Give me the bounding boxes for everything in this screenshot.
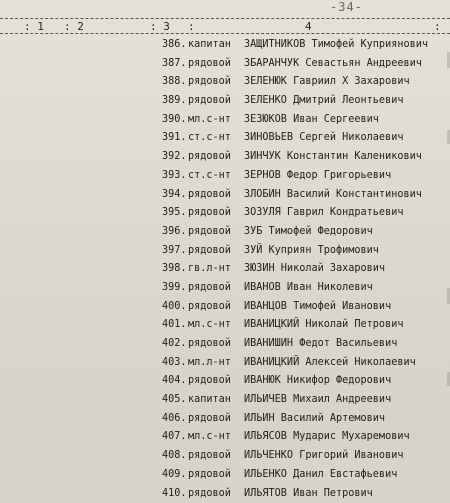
roster-row (0, 204, 450, 223)
row-rank: рядовой (188, 204, 231, 223)
roster-row (0, 372, 450, 391)
row-number: 391. (162, 129, 187, 148)
roster-row (0, 36, 450, 55)
row-name: ИВАНИЦКИЙ Алексей Николаевич (244, 354, 416, 373)
row-name: ИЛЬИЧЕВ Михаил Андреевич (244, 391, 391, 410)
row-rank: рядовой (188, 279, 231, 298)
header-col-3-separator: : (188, 20, 195, 33)
roster-list (0, 36, 450, 503)
row-name: ЗЮЗИН Николай Захарович (244, 260, 385, 279)
row-name: ЗЛОБИН Василий Константинович (244, 186, 422, 205)
row-name: ЗЕЗЮКОВ Иван Сергеевич (244, 111, 379, 130)
row-rank: ст.с-нт (188, 167, 231, 186)
row-number: 389. (162, 92, 187, 111)
row-number: 398. (162, 260, 187, 279)
row-number: 399. (162, 279, 187, 298)
header-col-2: : 2 (64, 20, 84, 33)
header-col-3: : 3 (150, 20, 170, 33)
row-rank: ст.с-нт (188, 129, 231, 148)
row-number: 394. (162, 186, 187, 205)
roster-row (0, 298, 450, 317)
row-rank: рядовой (188, 335, 231, 354)
row-rank: рядовой (188, 372, 231, 391)
row-name: ЗОЗУЛЯ Гаврил Кондратьевич (244, 204, 403, 223)
row-name: ИВАНОВ Иван Николевич (244, 279, 373, 298)
row-number: 395. (162, 204, 187, 223)
row-rank: рядовой (188, 466, 231, 485)
row-name: ИВАНЦОВ Тимофей Иванович (244, 298, 391, 317)
row-name: ИВАНЮК Никифор Федорович (244, 372, 391, 391)
roster-row (0, 73, 450, 92)
header-col-4-separator: : (434, 20, 441, 33)
roster-row (0, 428, 450, 447)
row-rank: рядовой (188, 73, 231, 92)
roster-row (0, 316, 450, 335)
page-number: -34- (330, 0, 363, 14)
row-number: 404. (162, 372, 187, 391)
row-number: 403. (162, 354, 187, 373)
row-rank: гв.л-нт (188, 260, 231, 279)
row-name: ЗЕРНОВ Федор Григорьевич (244, 167, 391, 186)
row-rank: рядовой (188, 410, 231, 429)
roster-row (0, 92, 450, 111)
row-rank: рядовой (188, 223, 231, 242)
row-rank: рядовой (188, 92, 231, 111)
roster-row (0, 129, 450, 148)
row-number: 400. (162, 298, 187, 317)
row-number: 390. (162, 111, 187, 130)
roster-row (0, 260, 450, 279)
row-name: ИЛЬЕНКО Данил Евстафьевич (244, 466, 397, 485)
row-rank: мл.с-нт (188, 111, 231, 130)
roster-row (0, 223, 450, 242)
row-rank: капитан (188, 36, 231, 55)
row-rank: рядовой (188, 298, 231, 317)
header-rule-bottom (0, 33, 450, 34)
row-name: ИВАНИШИН Федот Васильевич (244, 335, 397, 354)
row-number: 386. (162, 36, 187, 55)
row-name: ИЛЬЯСОВ Мударис Мухаремович (244, 428, 410, 447)
roster-row (0, 242, 450, 261)
row-number: 387. (162, 55, 187, 74)
roster-row (0, 186, 450, 205)
row-name: ЗБАРАНЧУК Севастьян Андреевич (244, 55, 422, 74)
roster-row (0, 410, 450, 429)
row-number: 396. (162, 223, 187, 242)
row-number: 401. (162, 316, 187, 335)
row-name: ЗИНОВЬЕВ Сергей Николаевич (244, 129, 403, 148)
row-rank: рядовой (188, 485, 231, 503)
row-rank: рядовой (188, 55, 231, 74)
roster-row (0, 148, 450, 167)
row-rank: мл.л-нт (188, 354, 231, 373)
header-col-1: : 1 (24, 20, 44, 33)
roster-row (0, 466, 450, 485)
row-name: ИЛЬЧЕНКО Григорий Иванович (244, 447, 403, 466)
header-col-4: 4 (305, 20, 312, 33)
row-number: 397. (162, 242, 187, 261)
row-number: 392. (162, 148, 187, 167)
row-name: ИВАНИЦКИЙ Николай Петрович (244, 316, 403, 335)
row-number: 409. (162, 466, 187, 485)
row-name: ИЛЬИН Василий Артемович (244, 410, 385, 429)
row-number: 410. (162, 485, 187, 503)
roster-row (0, 111, 450, 130)
roster-row (0, 279, 450, 298)
roster-row (0, 354, 450, 373)
row-number: 406. (162, 410, 187, 429)
row-name: ИЛЬЯТОВ Иван Петрович (244, 485, 373, 503)
row-number: 407. (162, 428, 187, 447)
row-name: ЗАЩИТНИКОВ Тимофей Куприянович (244, 36, 428, 55)
row-name: ЗЕЛЕНКО Дмитрий Леонтьевич (244, 92, 403, 111)
header-rule-top (0, 18, 450, 19)
row-rank: рядовой (188, 186, 231, 205)
row-name: ЗЕЛЕНЮК Гавриил Х Захарович (244, 73, 410, 92)
row-name: ЗУЙ Куприян Трофимович (244, 242, 379, 261)
row-number: 388. (162, 73, 187, 92)
roster-row (0, 485, 450, 503)
row-rank: капитан (188, 391, 231, 410)
roster-row (0, 55, 450, 74)
row-rank: мл.с-нт (188, 428, 231, 447)
row-rank: рядовой (188, 447, 231, 466)
row-rank: рядовой (188, 242, 231, 261)
row-rank: мл.с-нт (188, 316, 231, 335)
roster-row (0, 335, 450, 354)
roster-row (0, 391, 450, 410)
row-number: 393. (162, 167, 187, 186)
row-number: 402. (162, 335, 187, 354)
row-name: ЗИНЧУК Константин Каленикович (244, 148, 422, 167)
roster-row (0, 167, 450, 186)
row-name: ЗУБ Тимофей Федорович (244, 223, 373, 242)
row-number: 405. (162, 391, 187, 410)
row-rank: рядовой (188, 148, 231, 167)
row-number: 408. (162, 447, 187, 466)
